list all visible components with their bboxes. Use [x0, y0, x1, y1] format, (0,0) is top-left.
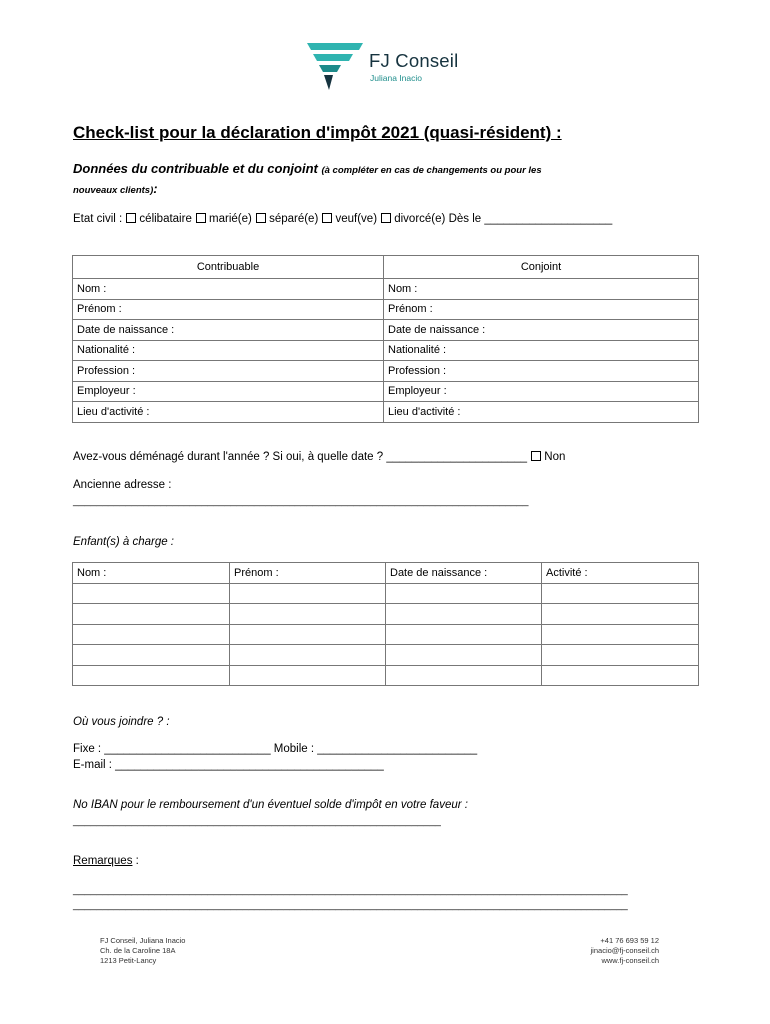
section-heading-note-text: nouveaux clients) — [73, 185, 154, 196]
page-title: Check-list pour la déclaration d'impôt 2021 (quasi-résident) : — [73, 123, 562, 142]
footer-email: jinacio@fj-conseil.ch — [590, 946, 659, 955]
child-cell[interactable] — [386, 583, 542, 604]
remarks-line-1[interactable]: _______________________________________________________________________________________________ — [73, 884, 628, 896]
table-row — [73, 361, 699, 382]
footer-address — [100, 936, 185, 966]
fj-conseil-logo-mark — [307, 43, 365, 93]
spouse-name-field[interactable]: Nom : — [384, 279, 699, 300]
footer-city: 1213 Petit-Lancy — [100, 956, 157, 965]
child-cell[interactable] — [230, 624, 386, 645]
header-child-firstname: Prénom : — [230, 563, 386, 584]
section-heading-note-line2 — [73, 181, 158, 196]
checkbox-no[interactable] — [531, 451, 541, 461]
child-cell[interactable] — [73, 665, 230, 686]
child-cell[interactable] — [230, 604, 386, 625]
child-cell[interactable] — [542, 583, 699, 604]
table-row — [73, 665, 699, 686]
remarks-line-2[interactable]: _______________________________________________________________________________________________ — [73, 899, 628, 911]
child-cell[interactable] — [230, 645, 386, 666]
table-row — [73, 299, 699, 320]
table-row — [73, 381, 699, 402]
child-cell[interactable] — [386, 624, 542, 645]
spouse-employer-field[interactable]: Employeur : — [384, 381, 699, 402]
logo-company-name: FJ Conseil — [369, 50, 459, 71]
checkbox-divorced[interactable] — [381, 213, 391, 223]
logo-subtitle: Juliana Inacio — [370, 73, 422, 83]
option-married: marié(e) — [209, 213, 252, 225]
spouse-birthdate-field[interactable]: Date de naissance : — [384, 320, 699, 341]
footer-company: FJ Conseil, Juliana Inacio — [100, 936, 186, 945]
table-row — [73, 604, 699, 625]
option-widowed: veuf(ve) — [335, 213, 378, 225]
child-cell[interactable] — [73, 583, 230, 604]
child-cell[interactable] — [542, 665, 699, 686]
table-row — [73, 279, 699, 300]
spouse-profession-field[interactable]: Profession : — [384, 361, 699, 382]
child-cell[interactable] — [542, 645, 699, 666]
contact-heading: Où vous joindre ? : — [73, 716, 170, 728]
taxpayer-employer-field[interactable]: Employeur : — [73, 381, 384, 402]
footer-street: Ch. de la Caroline 18A — [100, 946, 176, 955]
child-cell[interactable] — [230, 583, 386, 604]
header-spouse: Conjoint — [384, 256, 699, 279]
children-table — [72, 562, 699, 686]
table-row — [73, 402, 699, 423]
checkbox-separated[interactable] — [256, 213, 266, 223]
child-cell[interactable] — [73, 624, 230, 645]
old-address-field[interactable]: ______________________________________________________________________________ — [73, 495, 529, 507]
footer-website: www.fj-conseil.ch — [601, 956, 659, 965]
checkbox-married[interactable] — [196, 213, 206, 223]
taxpayer-name-field[interactable]: Nom : — [73, 279, 384, 300]
child-cell[interactable] — [542, 604, 699, 625]
child-cell[interactable] — [386, 604, 542, 625]
taxpayer-birthdate-field[interactable]: Date de naissance : — [73, 320, 384, 341]
phone-fields[interactable]: Fixe : __________________________ Mobile : _________________________ — [73, 743, 478, 755]
spouse-nationality-field[interactable]: Nationalité : — [384, 340, 699, 361]
option-separated: séparé(e) — [269, 213, 319, 225]
civil-status-label: Etat civil : — [73, 213, 123, 225]
option-divorced: divorcé(e) — [394, 213, 446, 225]
remarks-colon: : — [132, 855, 139, 867]
spouse-firstname-field[interactable]: Prénom : — [384, 299, 699, 320]
table-row — [73, 624, 699, 645]
option-single: célibataire — [139, 213, 192, 225]
taxpayer-profession-field[interactable]: Profession : — [73, 361, 384, 382]
section-heading-note: (à compléter en cas de changements ou pour les — [321, 165, 542, 176]
checkbox-single[interactable] — [126, 213, 136, 223]
iban-label: No IBAN pour le remboursement d'un éventuel solde d'impôt en votre faveur : — [73, 799, 468, 811]
taxpayer-workplace-field[interactable]: Lieu d'activité : — [73, 402, 384, 423]
section-heading-text: Données du contribuable et du conjoint — [73, 161, 318, 176]
child-cell[interactable] — [73, 645, 230, 666]
table-header-row — [73, 563, 699, 584]
civil-status-since-field[interactable]: Dès le ____________________ — [448, 213, 613, 225]
header-child-birthdate: Date de naissance : — [386, 563, 542, 584]
header-child-activity: Activité : — [542, 563, 699, 584]
header-child-name: Nom : — [73, 563, 230, 584]
child-cell[interactable] — [386, 645, 542, 666]
remarks-label-row — [73, 855, 139, 867]
table-row — [73, 320, 699, 341]
option-no: Non — [544, 451, 566, 463]
table-row — [73, 340, 699, 361]
footer-phone: +41 76 693 59 12 — [600, 936, 659, 945]
email-field[interactable]: E-mail : __________________________________________ — [73, 759, 384, 771]
move-question[interactable]: Avez-vous déménagé durant l'année ? Si oui, à quelle date ? ______________________ — [73, 451, 528, 463]
taxpayer-nationality-field[interactable]: Nationalité : — [73, 340, 384, 361]
old-address-label: Ancienne adresse : — [73, 479, 172, 491]
taxpayer-firstname-field[interactable]: Prénom : — [73, 299, 384, 320]
checkbox-widowed[interactable] — [322, 213, 332, 223]
children-heading: Enfant(s) à charge : — [73, 536, 174, 548]
table-row — [73, 645, 699, 666]
civil-status-row — [73, 213, 612, 225]
section-heading-colon: : — [153, 181, 158, 196]
taxpayer-spouse-table — [72, 255, 699, 423]
iban-field[interactable]: _______________________________________________________________ — [73, 815, 441, 827]
child-cell[interactable] — [73, 604, 230, 625]
move-question-row — [73, 451, 565, 463]
spouse-workplace-field[interactable]: Lieu d'activité : — [384, 402, 699, 423]
section-heading-taxpayer — [73, 161, 542, 176]
child-cell[interactable] — [230, 665, 386, 686]
header-taxpayer: Contribuable — [73, 256, 384, 279]
remarks-label: Remarques — [73, 855, 133, 867]
footer-contact — [591, 936, 659, 966]
child-cell[interactable] — [386, 665, 542, 686]
child-cell[interactable] — [542, 624, 699, 645]
table-row — [73, 583, 699, 604]
